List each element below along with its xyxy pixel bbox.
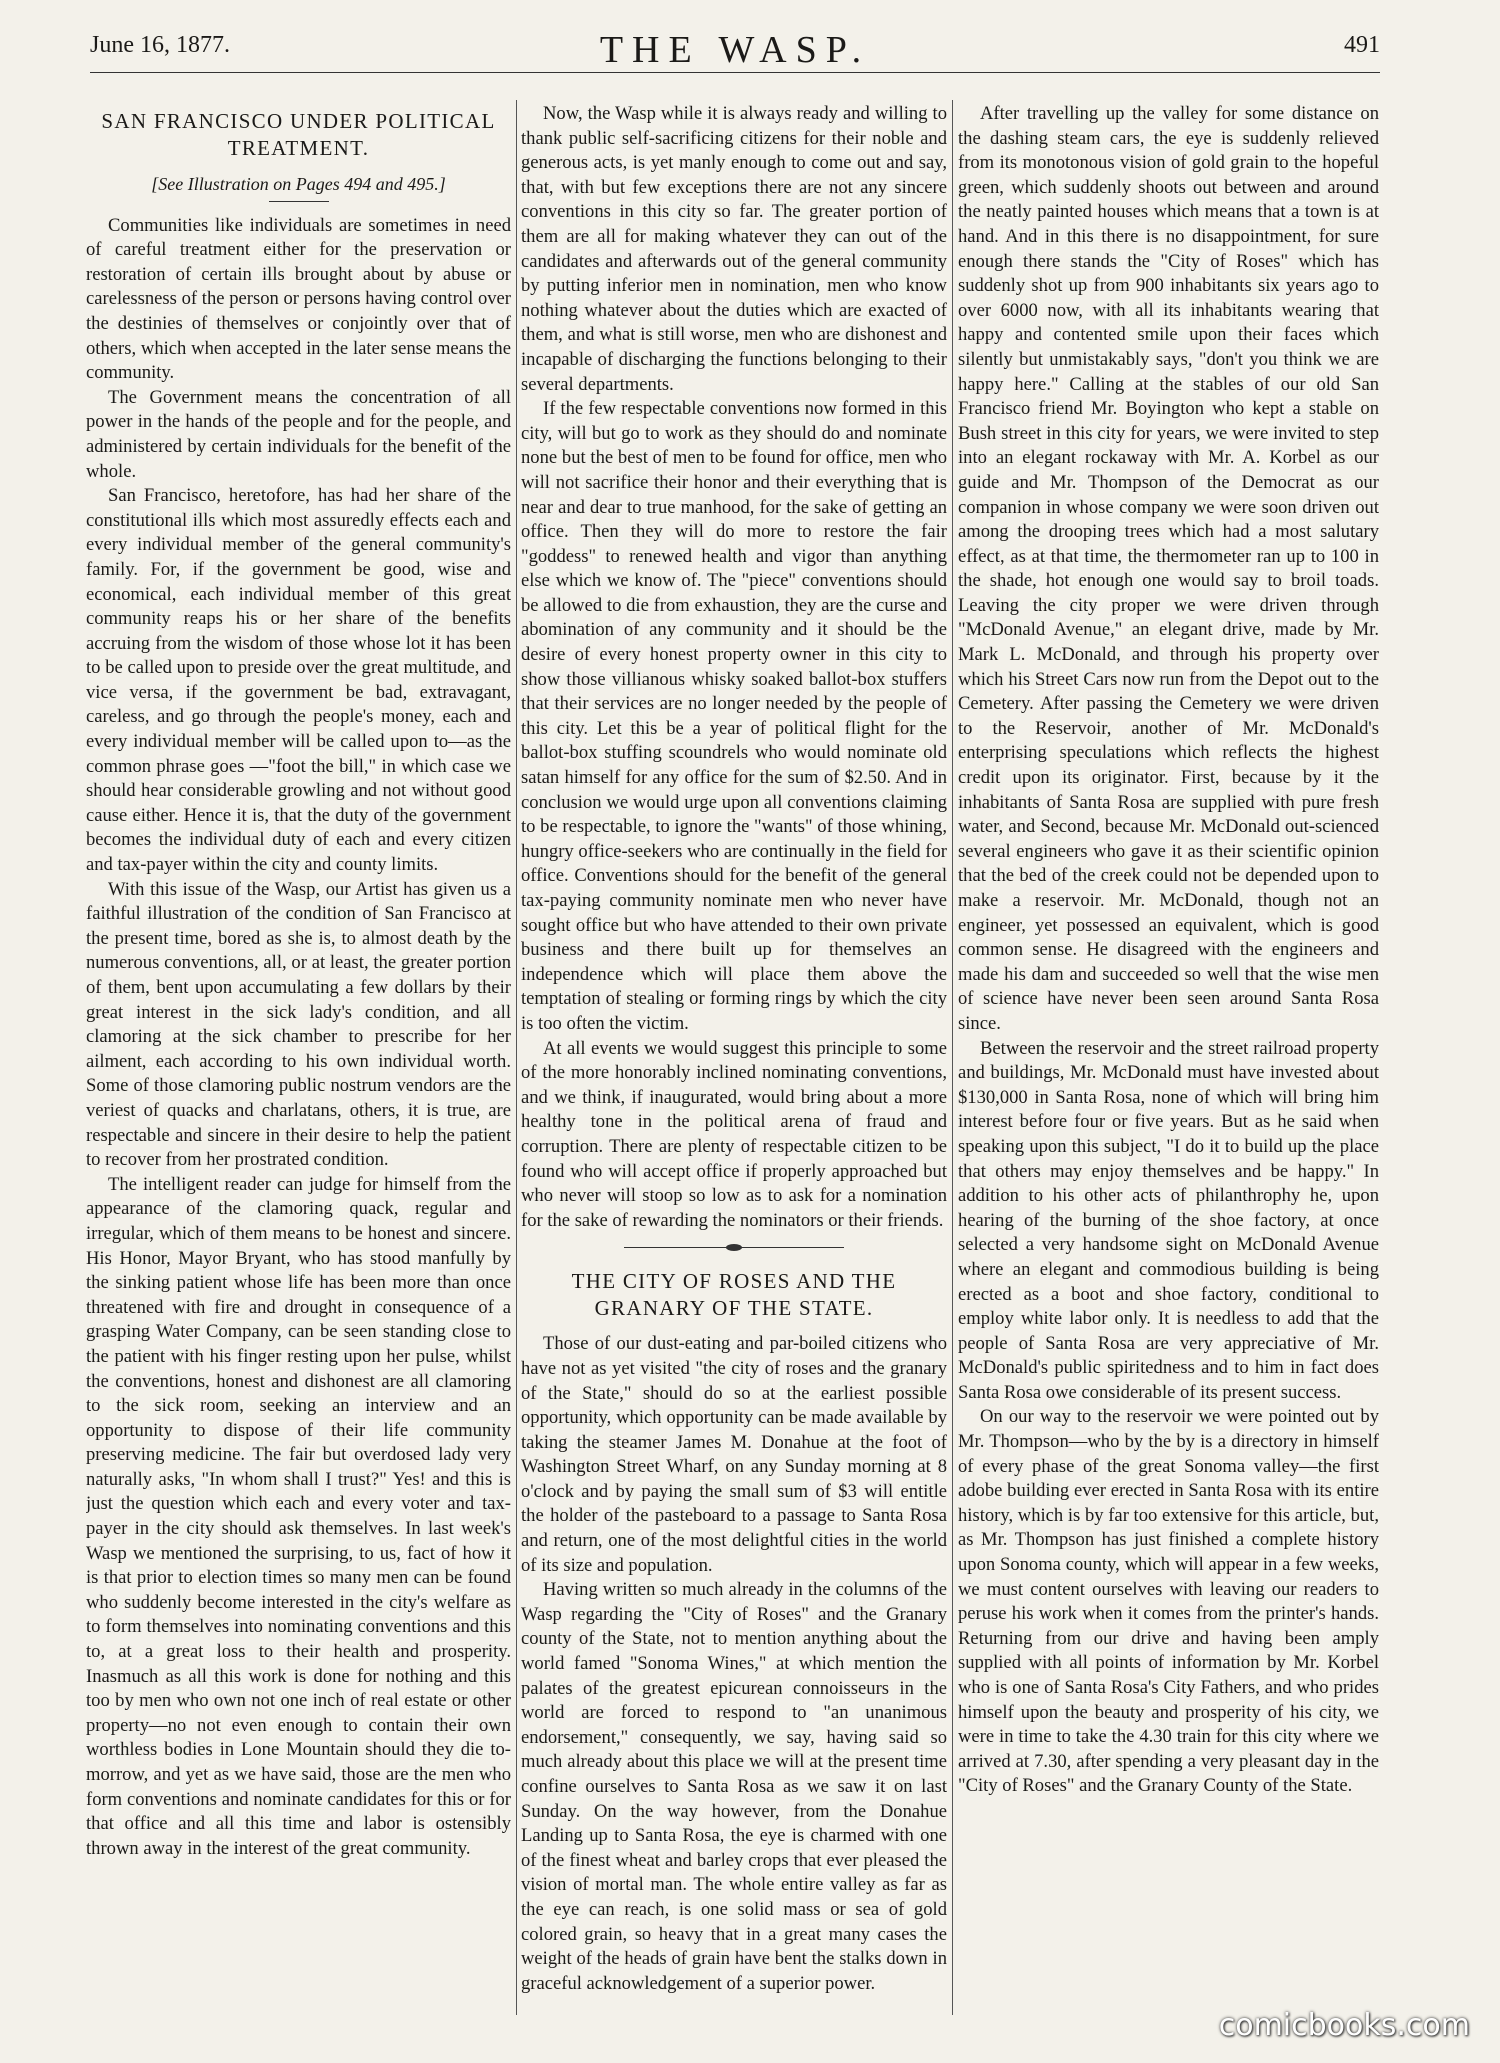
article-headline: SAN FRANCISCO UNDER POLITICAL TREATMENT.	[101, 109, 496, 160]
article-paragraph: Communities like individuals are sometimes in need of careful treatment either for the preservation or restoration of certain ills brought about by abuse or carelessness of the person or persons having control over the destinies of themselves or conjointly over that of others, which when accepted in the later sense means the community.	[86, 214, 511, 384]
article-paragraph: Those of our dust-eating and par-boiled citizens who have not as yet visited "the city of roses and the granary of the State," should do so at the earliest possible opportunity, which opportunity can be made available by taking the steamer James M. Donahue at the foot of Washington Street Wharf, on any Sunday morning at 8 o'clock and by paying the small sum of $3 will entitle the holder of the pasteboard to a passage to Santa Rosa and return, one of the most delightful cities in the world of its size and population.	[521, 1333, 947, 1576]
section-divider	[624, 1247, 844, 1252]
article-paragraph: San Francisco, heretofore, has had her share of the constitutional ills which most assuredly effects each and every individual member of the general community's family. For, if the government be good, wise and economical, each individual member of this great community reaps his or her share of the benefits accruing from the wisdom of those whose lot it has been to be called upon to preside over the great multitude, and vice versa, if the government be bad, extravagant, careless, and go through the people's money, each and every individual member will be called upon to—as the common phrase goes —"foot the bill," in which case we should hear considerable growling and not without good cause either. Hence it is, that the duty of the government becomes the individual duty of each and every citizen and tax-payer within the city and county limits.	[86, 485, 511, 876]
article-paragraph: Between the reservoir and the street railroad property and buildings, Mr. McDonald must have invested about $130,000 in Santa Rosa, none of which will bring him interest before four or five years. But as he said when speaking upon this subject, "I do it to build up the place that others may enjoy themselves and be happy." In addition to his other acts of philanthrophy he, upon hearing of the burning of the shoe factory, at once selected a very handsome sight on McDonald Avenue where an elegant and commodious building is being erected as a boot and shoe factory, conditional to employ white labor only. It is needless to add that the people of Santa Rosa are very appreciative of Mr. McDonald's public spiritedness and to him in fact does Santa Rosa owe considerable of its present success.	[958, 1037, 1379, 1403]
column-2	[521, 102, 947, 2022]
watermark: comicbooks.com	[1218, 2008, 1470, 2043]
issue-date: June 16, 1877.	[90, 32, 230, 58]
illustration-note: [See Illustration on Pages 494 and 495.]	[151, 174, 446, 194]
masthead	[90, 28, 1380, 73]
article-paragraph: The intelligent reader can judge for himself from the appearance of the clamoring quack, regular and irregular, which of them means to be honest and sincere. His Honor, Mayor Bryant, who has stood manfully by the sinking patient whose life has been more than once threatened with fire and drought in consequence of a grasping Water Company, can be seen standing close to the patient with his finger resting upon her pulse, whilst the conventions, honest and dishonest are all clamoring to the sick room, seeking an interview and an opportunity to dispose of their life community preserving medicine. The fair but overdosed lady very naturally asks, "In whom shall I trust?" Yes! and this is just the question which each and every voter and tax-payer in the city should ask themselves. In last week's Wasp we mentioned the surprising, to us, fact of how it is that prior to election times so many men can be found who suddenly become interested in the city's welfare as to form themselves into nominating conventions and this to, at a great loss to their health and prosperity. Inasmuch as all this work is done for nothing and this too by men who own not one inch of real estate or other property—no not even enough to contain their own worthless bodies in Lone Mountain should they die to-morrow, and yet as we have said, those are the men who form conventions and nominate candidates for this or for that office and all this time and labor is ostensibly thrown away in the interest of the great community.	[86, 1173, 511, 1859]
column-3	[958, 102, 1379, 2022]
article-paragraph: If the few respectable conventions now formed in this city, will but go to work as they should do and nominate none but the best of men to be found for office, men who will not sacrifice their honor and their everything that is near and dear to true manhood, for the sake of getting an office. Then they will do more to restore the fair "goddess" to renewed health and vigor than anything else which we know of. The "piece" conventions should be allowed to die from exhaustion, they are the curse and abomination of any community and it should be the desire of every honest property owner in this city to show those villianous whisky soaked ballot-box stuffers that their services are no longer needed by the people of this city. Let this be a year of political flight for the ballot-box stuffing scoundrels who would nominate old satan himself for any office for the sum of $2.50. And in conclusion we would urge upon all conventions claiming to be respectable, to ignore the "wants" of those whining, hungry office-seekers who are continually in the field for office. Conventions should for the benefit of the general tax-paying community nominate men who never have sought office but who have attended to their own private business and there built up for themselves an independence which will place them above the temptation of stealing or forming rings by which the city is too often the victim.	[521, 398, 947, 1034]
article-paragraph: The Government means the concentration of all power in the hands of the people and for the people, and administered by certain individuals for the benefit of the whole.	[86, 386, 511, 482]
article-headline: THE CITY OF ROSES AND THE GRANARY OF THE STATE.	[571, 1269, 897, 1321]
article-paragraph: On our way to the reservoir we were pointed out by Mr. Thompson—who by the by is a directory in himself of every phase of the great Sonoma valley—the first adobe building ever erected in Santa Rosa with its entire history, which is by far too extensive for this article, but, as Mr. Thompson has just finished a complete history upon Sonoma county, which will appear in a few weeks, we must content ourselves with leaving our readers to peruse his work when it comes from the printer's hands. Returning from our drive and having been amply supplied with all points of information by Mr. Korbel who is one of Santa Rosa's City Fathers, and who prides himself upon the beauty and prosperity of his city, we were in time to take the 4.30 train for this city where we arrived at 7.30, after spending a very pleasant day in the "City of Roses" and the Granary County of the State.	[958, 1406, 1379, 1797]
article-paragraph: Now, the Wasp while it is always ready and willing to thank public self-sacrificing citizens for their noble and generous acts, is yet manly enough to come out and say, that, with but few exceptions there are not any sincere conventions in this city so far. The greater portion of them are all for making whatever they can out of the candidates and afterwards out of the general community by putting inferior men in nomination, men who know nothing whatever about the duties which are exacted of them, and what is still worse, men who are dishonest and incapable of discharging the functions belonging to their several departments.	[521, 103, 947, 395]
page-number: 491	[1344, 32, 1380, 58]
newspaper-title: THE WASP.	[599, 29, 871, 71]
column-divider	[516, 100, 517, 2015]
column-divider	[952, 100, 953, 2015]
article-paragraph: At all events we would suggest this principle to some of the more honorably inclined nominating conventions, and we think, if inaugurated, would bring about a more healthy tone in the political arena of fraud and corruption. There are plenty of respectable citizen to be found who will accept office if properly approached but who never will stoop so low as to ask for a nomination for the sake of rewarding the nominators or their friends.	[521, 1037, 947, 1231]
column-1	[86, 102, 511, 2022]
article-paragraph: After travelling up the valley for some distance on the dashing steam cars, the eye is suddenly relieved from its monotonous vision of gold grain to the hopeful green, which suddenly shoots out between and around the neatly painted houses which means that a town is at hand. And in this there is no disappointment, for sure enough there stands the "City of Roses" which has suddenly shot up from 900 inhabitants six years ago to over 6000 now, with all its inhabitants wearing that happy and contented smile upon their faces which silently but unmistakably says, "don't you think we are happy here." Calling at the stables of our old San Francisco friend Mr. Boyington who kept a stable on Bush street in this city for years, we were invited to step into an elegant rockaway with Mr. A. Korbel as our guide and Mr. Thompson of the Democrat as our companion in whose company we were soon driven out among the drooping trees which had a most salutary effect, as at that time, the thermometer ran up to 100 in the shade, hot enough one would say to broil toads. Leaving the city proper we were driven through "McDonald Avenue," an elegant drive, made by Mr. Mark L. McDonald, and through his property over which his Street Cars now run from the Depot out to the Cemetery. After passing the Cemetery we were driven to the Reservoir, another of Mr. McDonald's enterprising speculations which reflects the highest credit upon its originator. First, because by it the inhabitants of Santa Rosa are supplied with pure fresh water, and Second, because Mr. McDonald out-scienced several engineers who gave it as their scientific opinion that the bed of the creek could not be depended upon to make a reservoir. Mr. McDonald, though not an engineer, yet possessed an equivalent, which is good common sense. He disagreed with the engineers and made his dam and succeeded so well that the wise men of science have never been seen around Santa Rosa since.	[958, 103, 1379, 1034]
article-paragraph: Having written so much already in the columns of the Wasp regarding the "City of Roses" and the Granary county of the State, not to mention anything about the world famed "Sonoma Wines," at which mention the palates of the greatest epicurean connoisseurs in the world are forced to respond to "an unanimous endorsement," consequently, we say, having said so much already about this place we will at the present time confine ourselves to Santa Rosa as we saw it on last Sunday. On the way however, from the Donahue Landing up to Santa Rosa, the eye is charmed with one of the finest wheat and barley crops that ever pleased the vision of mortal man. The whole entire valley as far as the eye can reach, is one solid mass or sea of gold colored grain, so heavy that in a great many cases the weight of the heads of grain have bent the stalks down in graceful acknowledgement of a superior power.	[521, 1579, 947, 1994]
article-paragraph: With this issue of the Wasp, our Artist has given us a faithful illustration of the condition of San Francisco at the present time, bored as she is, to almost death by the numerous conventions, all, or at least, the greater portion of them, bent upon accumulating a few dollars by their great interest in the sick lady's condition, and all clamoring at the sick chamber to prescribe for her ailment, each according to his own individual worth. Some of those clamoring public nostrum vendors are the veriest of quacks and charlatans, others, it is true, are respectable and sincere in their desire to help the patient to recover from her prostrated condition.	[86, 878, 511, 1171]
divider	[269, 201, 329, 202]
